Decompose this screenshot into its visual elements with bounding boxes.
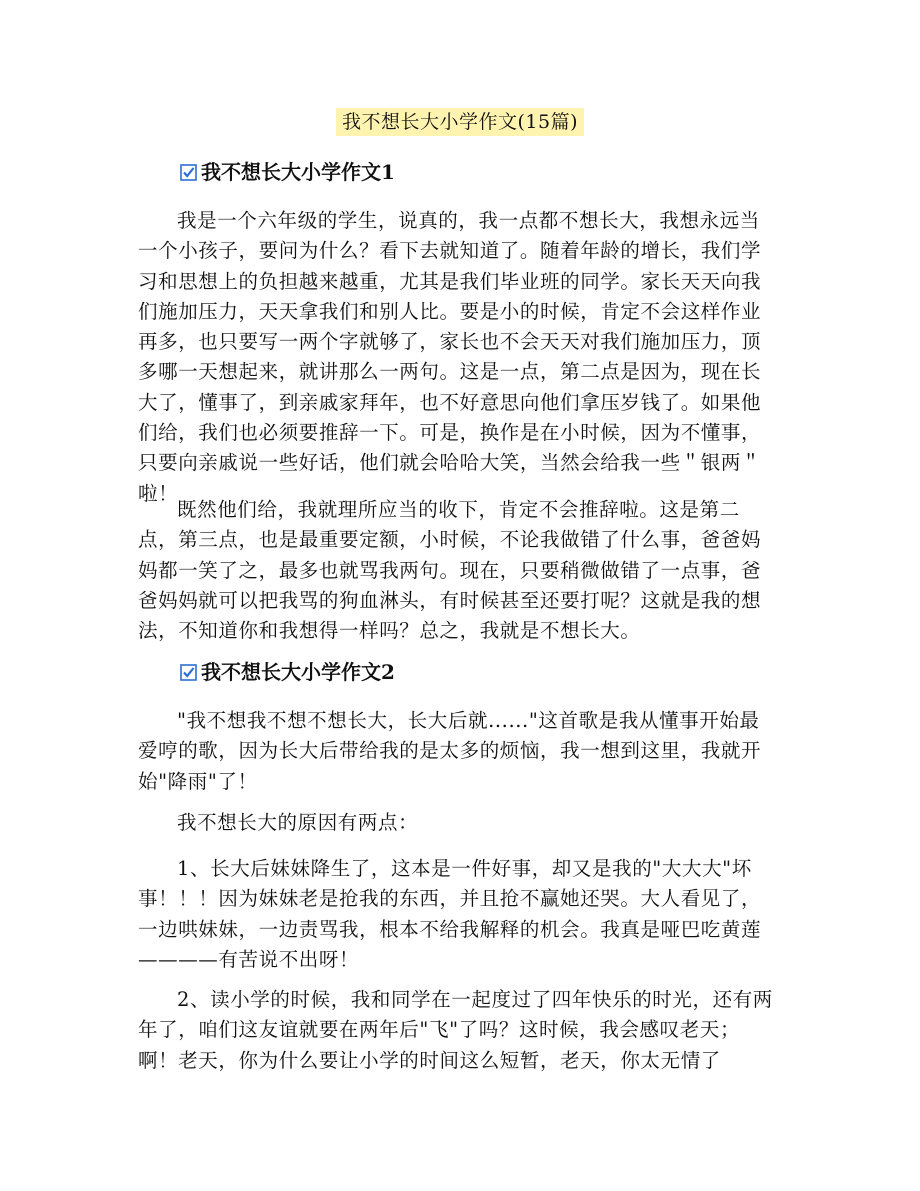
checked-box-icon <box>180 664 197 681</box>
section-heading-2 <box>180 657 395 687</box>
document-title-wrapper <box>0 108 920 136</box>
section-heading-text: 我不想长大小学作文2 <box>201 660 395 684</box>
paragraph: 2、读小学的时候，我和同学在一起度过了四年快乐的时光，还有两年了，咱们这友谊就要在两年后"飞"了吗？这时候，我会感叹老天；啊！老天，你为什么要让小学的时间这么短暂，老天，你太无情了 <box>138 988 773 1072</box>
paragraph: 我不想长大的原因有两点： <box>177 811 419 834</box>
paragraph: 1、长大后妹妹降生了，这本是一件好事，却又是我的"大大大"坏事！！！因为妹妹老是抢我的东西，并且抢不赢她还哭。大人看见了，一边哄妹妹，一边责骂我，根本不给我解释的机会。我真是哑巴吃黄莲————有苦说不出呀！ <box>138 857 762 971</box>
section-heading-1 <box>180 157 395 187</box>
paragraph: "我不想我不想不想长大，长大后就......"这首歌是我从懂事开始最爱哼的歌，因为长大后带给我的是太多的烦恼，我一想到这里，我就开始"降雨"了！ <box>138 709 762 793</box>
paragraph: 既然他们给，我就理所应当的收下，肯定不会推辞啦。这是第二点，第三点，也是最重要定额，小时候，不论我做错了什么事，爸爸妈妈都一笑了之，最多也就骂我两句。现在，只要稍微做错了一点事，爸爸妈妈就可以把我骂的狗血淋头，有时候甚至还要打呢？这就是我的想法，不知道你和我想得一样吗？总之，我就是不想长大。 <box>138 498 762 643</box>
document-title: 我不想长大小学作文(15篇) <box>336 108 584 136</box>
paragraph: 我是一个六年级的学生，说真的，我一点都不想长大，我想永远当一个小孩子，要问为什么？看下去就知道了。随着年龄的增长，我们学习和思想上的负担越来越重，尤其是我们毕业班的同学。家长天天向我们施加压力，天天拿我们和别人比。要是小的时候，肯定不会这样作业再多，也只要写一两个字就够了，家长也不会天天对我们施加压力，顶多哪一天想起来，就讲那么一两句。这是一点，第二点是因为，现在长大了，懂事了，到亲戚家拜年，也不好意思向他们拿压岁钱了。如果他们给，我们也必须要推辞一下。可是，换作是在小时候，因为不懂事，只要向亲戚说一些好话，他们就会哈哈大笑，当然会给我一些＂银两＂啦！ <box>138 209 762 505</box>
section-heading-text: 我不想长大小学作文1 <box>201 160 395 184</box>
checked-box-icon <box>180 164 197 181</box>
